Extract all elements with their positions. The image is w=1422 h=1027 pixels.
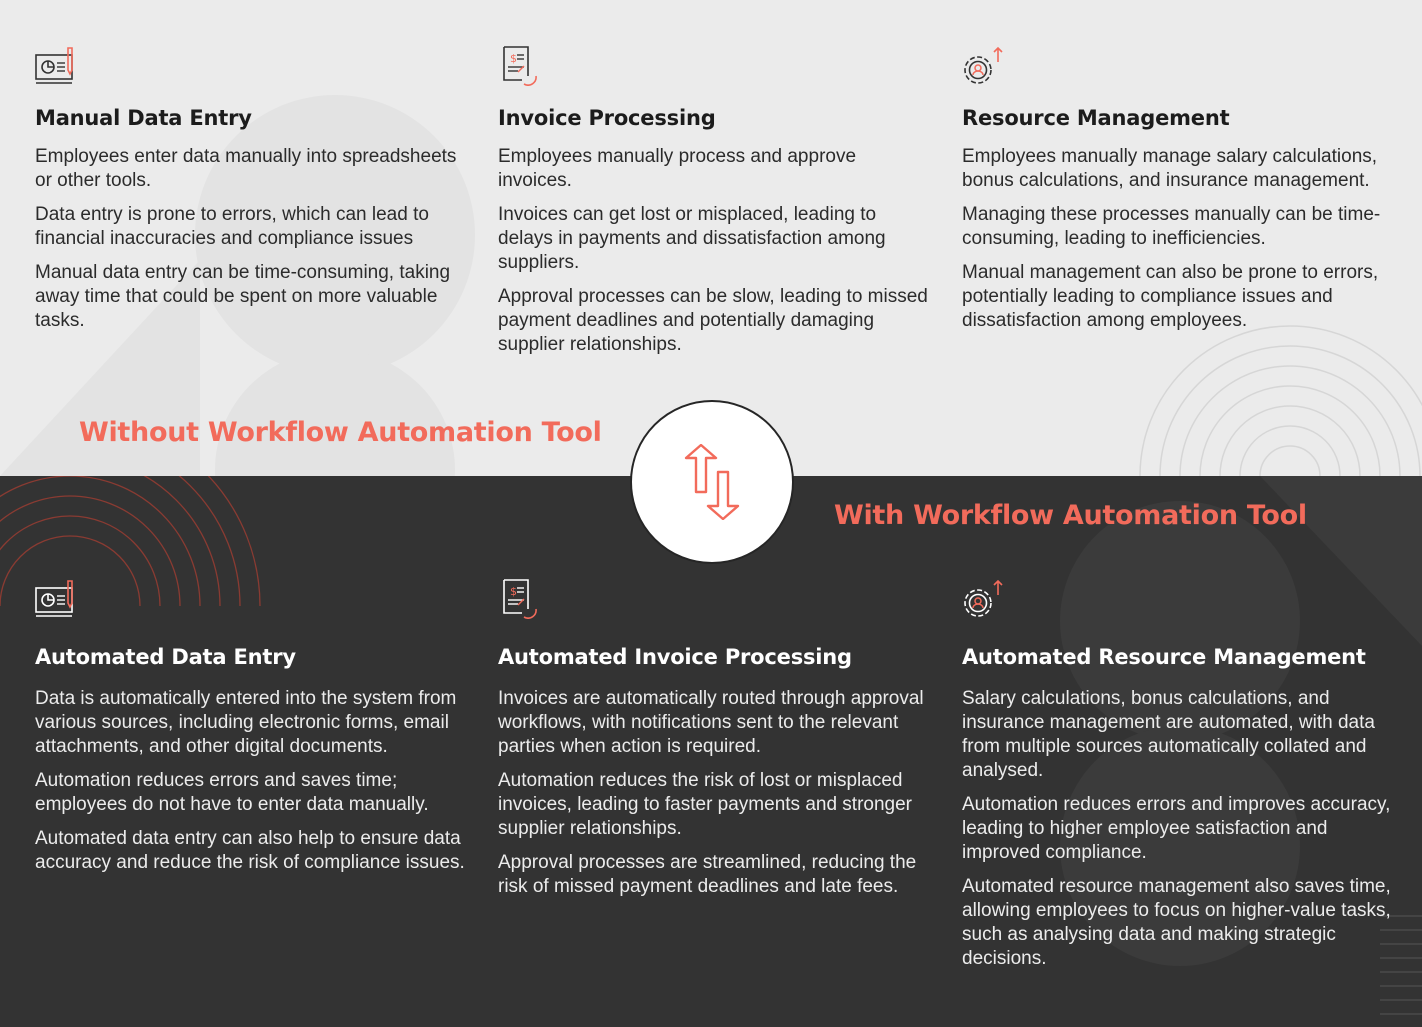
column-resource-management <box>962 46 1392 343</box>
list-item: Automation reduces errors and improves accuracy, leading to higher employee satisfaction and improved compliance. <box>962 794 1391 864</box>
svg-text:$: $ <box>510 585 517 598</box>
chart-monitor-icon <box>35 46 79 86</box>
column-title: Resource Management <box>962 106 1230 130</box>
without-automation-label: Without Workflow Automation Tool <box>79 417 602 448</box>
column-automated-data-entry <box>35 579 465 885</box>
list-item: Invoices are automatically routed through approval workflows, with notifications sent to the relevant parties when action is required. <box>498 688 924 758</box>
column-title: Automated Resource Management <box>962 645 1366 669</box>
list-item: Automation reduces the risk of lost or misplaced invoices, leading to faster payments and stronger supplier relationships. <box>498 770 913 840</box>
list-item: Automated resource management also saves time, allowing employees to focus on higher-value tasks, such as analysing data and making strategic decisions. <box>962 876 1391 970</box>
list-item: Automation reduces errors and saves time; employees do not have to enter data manually. <box>35 770 429 816</box>
column-title: Manual Data Entry <box>35 106 252 130</box>
list-item: Manual data entry can be time-consuming, taking away time that could be spent on more valuable tasks. <box>35 262 451 332</box>
column-manual-data-entry <box>35 46 465 343</box>
column-title: Automated Invoice Processing <box>498 645 852 669</box>
column-title: Automated Data Entry <box>35 645 296 669</box>
swap-badge <box>630 400 794 564</box>
list-item: Managing these processes manually can be time-consuming, leading to inefficiencies. <box>962 204 1381 250</box>
list-item: Employees enter data manually into spreadsheets or other tools. <box>35 146 457 192</box>
column-invoice-processing <box>498 46 928 367</box>
list-item: Approval processes are streamlined, reducing the risk of missed payment deadlines and late fees. <box>498 852 917 898</box>
list-item: Employees manually manage salary calculations, bonus calculations, and insurance management. <box>962 146 1378 192</box>
list-item: Invoices can get lost or misplaced, leading to delays in payments and dissatisfaction among suppliers. <box>498 204 886 274</box>
list-item: Manual management can also be prone to errors, potentially leading to compliance issues and dissatisfaction among employees. <box>962 262 1379 332</box>
list-item: Salary calculations, bonus calculations, and insurance management are automated, with data from multiple sources automatically collated and analysed. <box>962 688 1375 782</box>
list-item: Data is automatically entered into the system from various sources, including electronic forms, email attachments, and other digital documents. <box>35 688 457 758</box>
list-item: Employees manually process and approve invoices. <box>498 146 857 192</box>
column-automated-invoice-processing <box>498 579 928 909</box>
gear-user-icon <box>962 46 1006 86</box>
gear-user-icon <box>962 579 1006 619</box>
list-item: Automated data entry can also help to ensure data accuracy and reduce the risk of compliance issues. <box>35 828 465 874</box>
column-automated-resource-management <box>962 579 1392 981</box>
swap-arrows-icon <box>680 444 744 520</box>
list-item: Data entry is prone to errors, which can lead to financial inaccuracies and compliance issues <box>35 204 429 250</box>
with-automation-label: With Workflow Automation Tool <box>834 500 1307 531</box>
svg-text:$: $ <box>510 52 517 65</box>
invoice-icon <box>498 579 542 619</box>
invoice-icon <box>498 46 542 86</box>
chart-monitor-icon <box>35 579 79 619</box>
list-item: Approval processes can be slow, leading to missed payment deadlines and potentially damaging supplier relationships. <box>498 286 928 356</box>
column-title: Invoice Processing <box>498 106 716 130</box>
